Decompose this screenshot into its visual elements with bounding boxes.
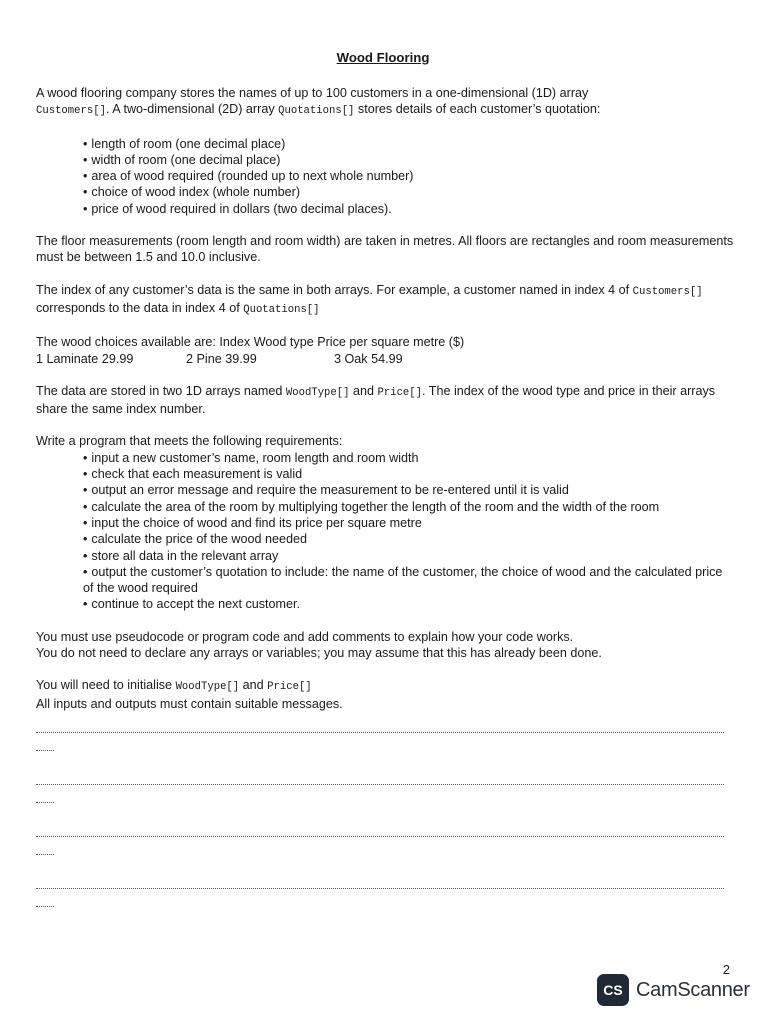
messages-line: All inputs and outputs must contain suitable messages. [36,696,343,711]
spacer [36,217,736,233]
answer-line[interactable] [36,828,724,880]
list-item: • check that each measurement is valid [83,467,303,482]
page-number: 2 [722,962,730,977]
answer-area[interactable] [36,724,724,932]
wood-choice-laminate: 1 Laminate 29.99 [36,351,134,366]
instruction-line-2: You do not need to declare any arrays or variables; you may assume that this has already been done. [36,646,602,661]
spacer [36,613,736,629]
quotations-array-code: Quotations[] [243,303,320,316]
requirements-intro: Write a program that meets the following requirements: [36,434,343,449]
instruction-line-1: You must use pseudocode or program code and add comments to explain how your code works. [36,629,574,644]
list-item: • calculate the price of the wood needed [83,532,308,547]
list-item: • input the choice of wood and find its price per square metre [83,515,422,530]
list-item: • length of room (one decimal place) [83,136,286,151]
spacer [36,661,736,677]
question-body [36,85,736,712]
intro-paragraph [36,85,736,120]
list-item: • output the customer’s quotation to include: the name of the customer, the choice of wood and the calculated price of the wood required [83,564,723,596]
list-item: • width of room (one decimal place) [83,152,281,167]
quotation-details-list [36,136,736,217]
quotations-array-code: Quotations[] [278,105,355,118]
list-item: • continue to accept the next customer. [83,597,301,612]
list-item: • choice of wood index (whole number) [83,185,301,200]
customers-array-code: Customers[] [36,105,106,118]
list-item: • price of wood required in dollars (two decimal places). [83,201,392,216]
camscanner-logo-icon [597,974,629,1006]
answer-line[interactable] [36,776,724,828]
list-item: • area of wood required (rounded up to next whole number) [83,169,414,184]
intro-line3: stores details of each customer’s quotation: [354,102,601,117]
spacer [36,318,736,334]
wood-choices-row [36,351,736,367]
spacer [36,266,736,282]
initialise-paragraph: You will need to initialise WoodType[] and Price[] [36,678,312,694]
wood-choices-header: The wood choices available are: Index Wood type Price per square metre ($) [36,335,465,350]
woodtype-array-code: WoodType[] [175,681,240,694]
arrays-paragraph: The data are stored in two 1D arrays named WoodType[] and Price[]. The index of the wood type and price in their arrays share the same index number. [36,383,716,417]
camscanner-brand: CamScanner [636,978,750,1001]
list-item: • input a new customer’s name, room length and room width [83,450,419,465]
camscanner-watermark [597,973,757,1007]
measurements-paragraph: The floor measurements (room length and room width) are taken in metres. All floors are rectangles and room measurements must be between 1.5 and 10.0 inclusive. [36,234,734,265]
price-array-code: Price[] [267,681,312,694]
answer-line[interactable] [36,724,724,776]
list-item: • output an error message and require the measurement to be re-entered until it is valid [83,483,569,498]
list-item: • store all data in the relevant array [83,548,279,563]
price-array-code: Price[] [377,386,423,399]
intro-line1: A wood flooring company stores the names of up to 100 customers in a one-dimensional (1D) array [36,86,589,100]
list-item: • calculate the area of the room by multiplying together the length of the room and the width of the room [83,499,660,514]
wood-choice-oak: 3 Oak 54.99 [334,351,403,366]
page-title: Wood Flooring [336,50,430,65]
requirements-list [36,450,736,613]
spacer [36,120,736,136]
spacer [36,417,736,433]
answer-line[interactable] [36,880,724,932]
index-paragraph: The index of any customer’s data is the same in both arrays. For example, a customer named in index 4 of Customers[] corresponds to the data in index 4 of Quotations[] [36,282,703,316]
intro-line2: . A two-dimensional (2D) array [105,102,279,117]
wood-choice-pine: 2 Pine 39.99 [186,351,257,366]
woodtype-array-code: WoodType[] [285,386,350,399]
spacer [36,367,736,383]
svg-text:CS: CS [603,982,623,998]
customers-array-code: Customers[] [632,285,703,298]
